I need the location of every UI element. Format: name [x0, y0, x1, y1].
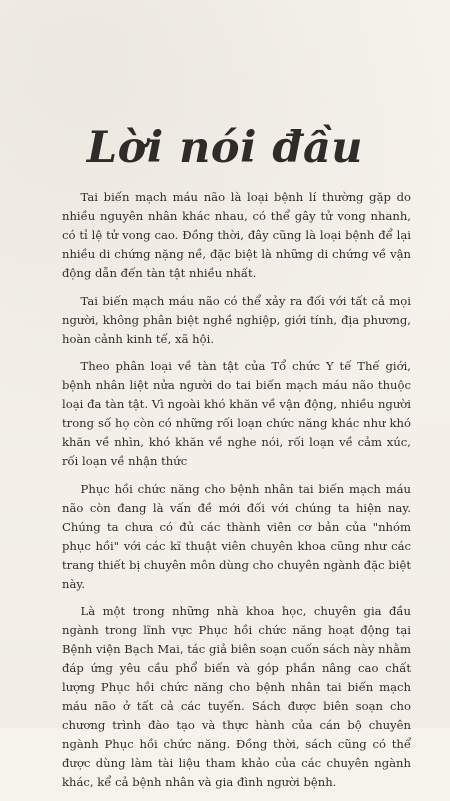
preface-body [62, 188, 411, 801]
paragraph-4: Phục hồi chức năng cho bệnh nhân tai biến mạch máu não còn đang là vấn đề mới đối với chúng ta hiện nay. Chúng ta chưa có đủ các thành viên cơ bản của "nhóm phục hồi" với các kĩ thuật viên chuyên khoa cũng như các trang thiết bị chuyên môn dùng cho chuyên ngành đặc biệt này. [62, 481, 411, 591]
paragraph-2: Tai biến mạch máu não có thể xảy ra đối với tất cả mọi người, không phân biệt nghề nghiệp, giới tính, địa phương, hoàn cảnh kinh tế, xã hội. [62, 293, 411, 346]
paragraph-1: Tai biến mạch máu não là loại bệnh lí thường gặp do nhiều nguyên nhân khác nhau, có thể gây tử vong nhanh, có tỉ lệ tử vong cao. Đồng thời, đây cũng là loại bệnh để lại nhiều di chứng nặng nề, đặc biệt là những di chứng về vận động dẫn đến tàn tật nhiều nhất. [62, 190, 411, 280]
page-title: Lời nói đầu [86, 122, 364, 173]
paragraph-5: Là một trong những nhà khoa học, chuyên gia đầu ngành trong lĩnh vực Phục hồi chức năng hoạt động tại Bệnh viện Bạch Mai, tác giả biên soạn cuốn sách này nhằm đáp ứng yêu cầu phổ biến và góp phần nâng cao chất lượng Phục hồi chức năng cho bệnh nhân tai biến mạch máu não ở tất cả các tuyến. Sách được biên soạn cho chương trình đào tạo và thực hành của cán bộ chuyên ngành Phục hồi chức năng. Đồng thời, sách cũng có thể được dùng làm tài liệu tham khảo của các chuyên ngành khác, kể cả bệnh nhân và gia đình người bệnh. [62, 604, 411, 789]
paragraph-3: Theo phân loại về tàn tật của Tổ chức Y tế Thế giới, bệnh nhân liệt nửa người do tai biến mạch máu não thuộc loại đa tàn tật. Vì ngoài khó khăn về vận động, nhiều người trong số họ còn có những rối loạn chức năng khác như khó khăn về nhìn, khó khăn về nghe nói, rối loạn về cảm xúc, rối loạn về nhận thức [62, 359, 411, 468]
